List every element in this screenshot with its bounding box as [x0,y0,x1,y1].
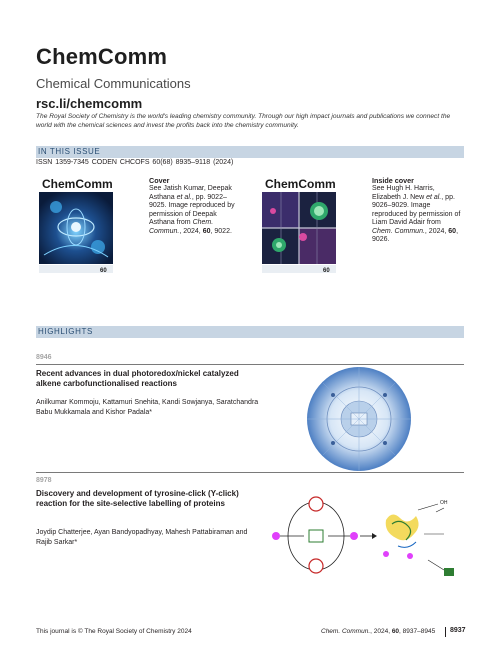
issue-meta: ISSN 1359-7345 CODEN CHCOFS 60(68) 8935–9118 (2024) [36,159,234,166]
highlight-authors: Joydip Chatterjee, Ayan Bandyopadhyay, Mahesh Pattabiraman and Rajib Sarkar* [36,529,248,546]
highlight-graphical-abstract[interactable] [303,365,415,473]
inside-cover-image[interactable] [259,175,339,276]
inside-cover-caption: See Hugh H. Harris, Elizabeth J. New et al., pp. 9026–9029. Image reproduced by permission of Liam David Adair from Chem. Commun., 2024, 60, 9026. [372,185,461,243]
footer-separator [445,627,446,637]
cover-image[interactable] [36,175,116,276]
highlights-label: HIGHLIGHTS [38,327,93,336]
cover-title: Cover [149,176,170,185]
highlight-graphical-abstract[interactable] [268,490,464,582]
highlight-title[interactable]: Recent advances in dual photoredox/nickel catalyzed alkene carbofunctionalised reactions [36,369,239,388]
svg-text:60: 60 [100,268,107,274]
highlight-page-number[interactable]: 8946 [36,354,52,361]
in-this-issue-label: IN THIS ISSUE [38,147,101,156]
footer-page-number: 8937 [450,627,466,634]
svg-text:OH: OH [440,500,448,506]
highlight-title[interactable]: Discovery and development of tyrosine-click (Y-click) reaction for the site-selective labelling of proteins [36,489,239,508]
highlight-authors: Anilkumar Kommoju, Kattamuri Snehita, Kandi Sowjanya, Saratchandra Babu Mukkamala and Kishor Padala* [36,399,259,416]
svg-text:ChemComm: ChemComm [42,177,113,191]
svg-text:60: 60 [323,268,330,274]
footer-citation: Chem. Commun., 2024, 60, 8937–8945 [321,628,436,635]
cover-caption: See Jatish Kumar, Deepak Asthana et al., pp. 9022–9025. Image reproduced by permission of Deepak Asthana from Chem. Commun., 2024, 60, 9022. [149,185,235,235]
highlights-bar [36,326,464,338]
journal-url[interactable]: rsc.li/chemcomm [36,96,143,111]
highlight-divider [36,472,464,473]
inside-cover-title: Inside cover [372,176,414,185]
footer-copyright: This journal is © The Royal Society of Chemistry 2024 [36,628,192,635]
journal-name: ChemComm [36,44,168,69]
society-blurb: The Royal Society of Chemistry is the world's leading chemistry community. Through our high impact journals and publications we connect the world with the chemical sciences and invest the profits back into the chemistry community. [36,113,451,129]
highlight-page-number[interactable]: 8978 [36,477,52,484]
in-this-issue-bar [36,146,464,158]
svg-text:ChemComm: ChemComm [265,177,336,191]
journal-full-name: Chemical Communications [36,76,191,91]
